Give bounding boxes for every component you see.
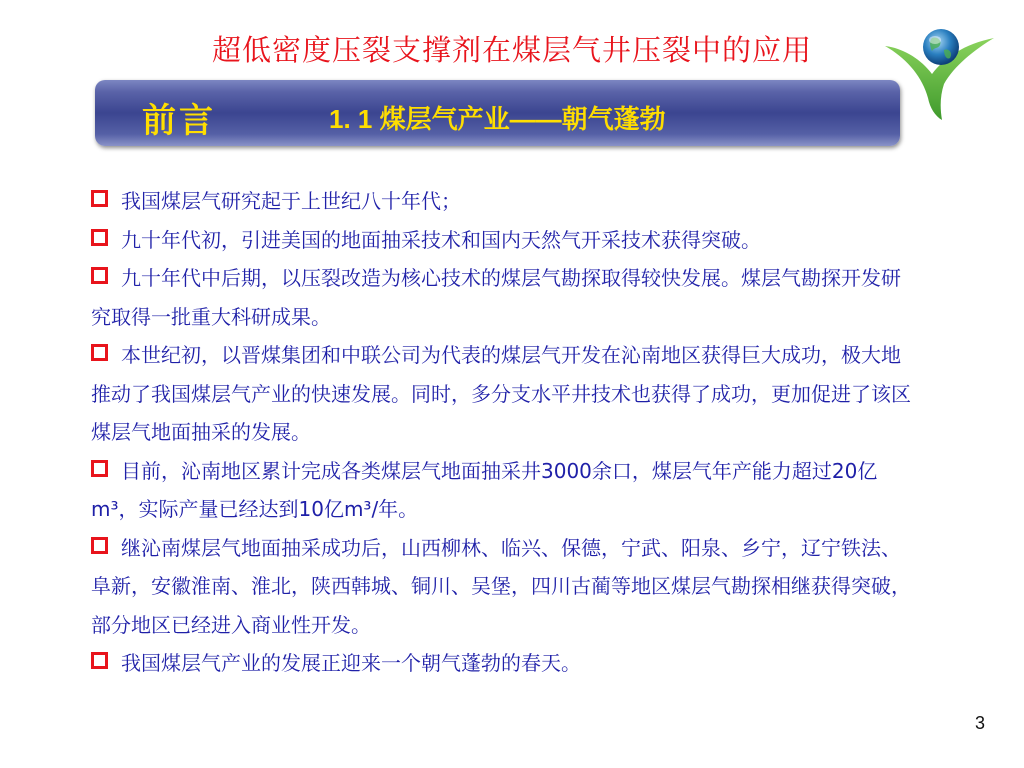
list-item-text: 目前，沁南地区累计完成各类煤层气地面抽采井3000余口，煤层气年产能力超过20亿m³，实际产量已经达到10亿m³/年。 (91, 458, 878, 521)
banner-section-label: 前言 (142, 101, 216, 141)
red-square-bullet-icon (91, 267, 108, 284)
list-item (91, 452, 913, 529)
list-item (91, 182, 913, 221)
list-item-text: 九十年代初，引进美国的地面抽采技术和国内天然气开采技术获得突破。 (121, 227, 761, 252)
red-square-bullet-icon (91, 652, 108, 669)
list-item (91, 644, 913, 683)
body-content (91, 182, 913, 683)
red-square-bullet-icon (91, 229, 108, 246)
section-banner (95, 80, 900, 146)
page-number: 3 (974, 713, 985, 733)
list-item-text: 九十年代中后期，以压裂改造为核心技术的煤层气勘探取得较快发展。煤层气勘探开发研究取得一批重大科研成果。 (91, 266, 901, 329)
list-item-text: 我国煤层气产业的发展正迎来一个朝气蓬勃的春天。 (121, 651, 581, 675)
red-square-bullet-icon (91, 537, 108, 554)
list-item (91, 529, 913, 645)
slide-title: 超低密度压裂支撑剂在煤层气井压裂中的应用 (211, 33, 812, 67)
list-item (91, 336, 913, 452)
list-item-text: 本世纪初，以晋煤集团和中联公司为代表的煤层气开发在沁南地区获得巨大成功，极大地推动了我国煤层气产业的快速发展。同时，多分支水平井技术也获得了成功，更加促进了该区煤层气地面抽采的发展。 (91, 343, 911, 444)
red-square-bullet-icon (91, 344, 108, 361)
red-square-bullet-icon (91, 190, 108, 207)
red-square-bullet-icon (91, 460, 108, 477)
list-item (91, 221, 913, 260)
list-item (91, 259, 913, 336)
banner-heading: 1. 1 煤层气产业——朝气蓬勃 (329, 104, 666, 134)
list-item-text: 我国煤层气研究起于上世纪八十年代； (121, 189, 461, 213)
list-item-text: 继沁南煤层气地面抽采成功后，山西柳林、临兴、保德，宁武、阳泉、乡宁，辽宁铁法、阜新，安徽淮南、淮北，陕西韩城、铜川、吴堡，四川古蔺等地区煤层气勘探相继获得突破，部分地区已经进入商业性开发。 (91, 535, 911, 637)
